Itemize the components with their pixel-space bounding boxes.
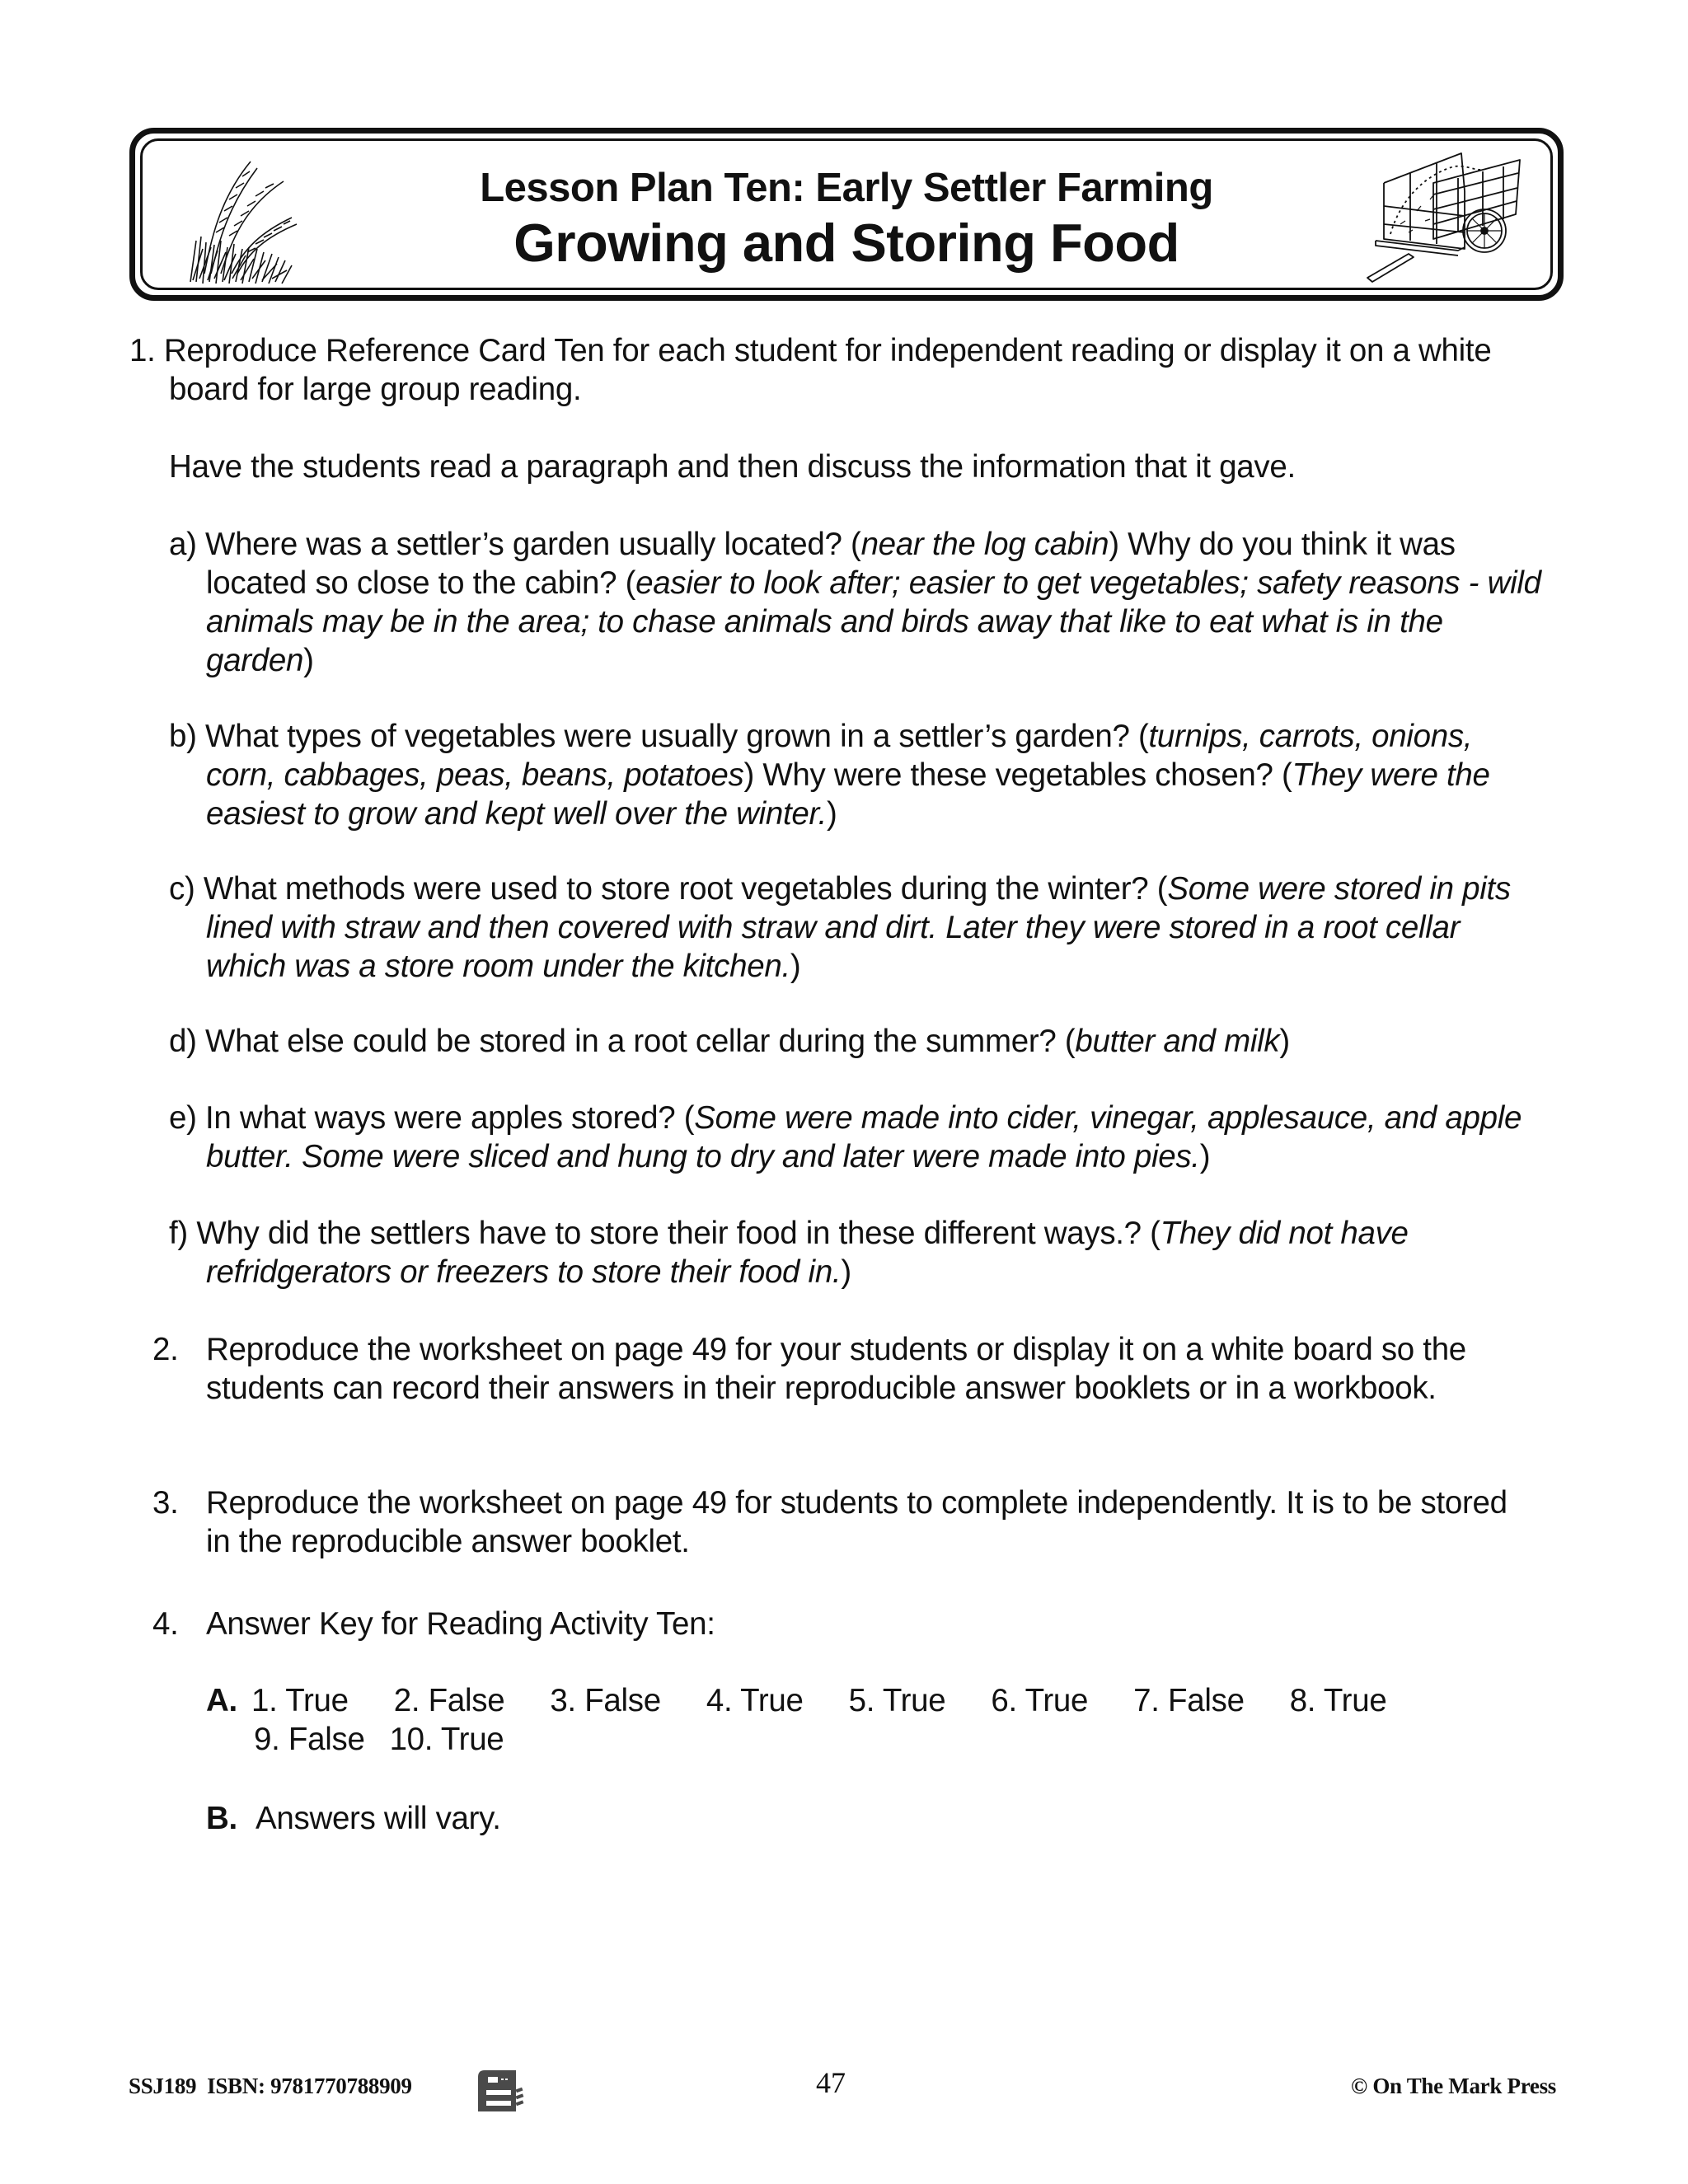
footer-isbn: SSJ189 ISBN: 9781770788909 (129, 2074, 412, 2098)
question-text: What types of vegetables were usually grown in a settler’s garden? ( (205, 719, 1149, 754)
lesson-topic-title: Growing and Storing Food (513, 213, 1179, 273)
question-label: a) (169, 527, 206, 562)
answer-key-a (206, 1681, 1525, 1759)
question-text: ) (303, 643, 314, 678)
answer-item: 10. True (389, 1722, 504, 1757)
question-text: ) (1279, 1024, 1290, 1059)
question-e-text (169, 1099, 1545, 1176)
answer-item: 3. False (550, 1683, 661, 1718)
answer-item: 5. True (848, 1683, 946, 1718)
question-text: ) (1199, 1139, 1211, 1174)
question-label: f) (169, 1216, 197, 1251)
answer-hint: Some were stored in pits lined with straw and then covered with straw and dirt. Later they were stored in a root cellar which was a store room under the kitchen. (206, 871, 1511, 984)
question-f (169, 1214, 1545, 1291)
question-b-text (169, 717, 1545, 833)
step-4-label: 4. (152, 1606, 179, 1642)
step-4 (152, 1605, 1537, 1643)
answer-item: 4. True (706, 1683, 804, 1718)
question-label: c) (169, 871, 204, 907)
answer-hint: They did not have refridgerators or freezers to store their food in. (206, 1216, 1409, 1290)
footer-copyright: © On The Mark Press (1351, 2074, 1556, 2098)
answer-hint: near the log cabin (860, 527, 1109, 562)
question-label: e) (169, 1100, 206, 1136)
question-text: ) (841, 1254, 851, 1290)
step-2 (152, 1330, 1537, 1408)
question-text: What methods were used to store root vegetables during the winter? ( (203, 871, 1168, 907)
answer-hint: turnips, carrots, onions, corn, cabbages, peas, beans, potatoes (206, 719, 1473, 793)
answer-item: 6. True (991, 1683, 1089, 1718)
page-footer (0, 2059, 1688, 2108)
question-b (169, 717, 1545, 833)
question-text: ) (790, 949, 801, 984)
page-number: 47 (816, 2066, 846, 2099)
question-d (169, 1022, 1545, 1061)
question-text: In what ways were apples stored? ( (205, 1100, 695, 1136)
step-4-text: Answer Key for Reading Activity Ten: (206, 1606, 715, 1642)
question-text: Where was a settler’s garden usually located? ( (205, 527, 861, 562)
answer-hint: They were the easiest to grow and kept well over the winter. (206, 757, 1490, 832)
question-text: Why did the settlers have to store their food in these different ways.? ( (196, 1216, 1160, 1251)
discussion-intro: Have the students read a paragraph and then discuss the information that it gave. (169, 449, 1296, 485)
answer-item: 9. False (254, 1722, 365, 1757)
answer-item: 8. True (1289, 1683, 1387, 1718)
question-text: ) Why do you think it was located so close to the cabin? ( (206, 527, 1456, 601)
step-1-text: 1. Reproduce Reference Card Ten for each student for independent reading or display it on a white board for large group reading. (129, 333, 1492, 407)
answer-b-label: B. (206, 1801, 237, 1836)
step-2-text: Reproduce the worksheet on page 49 for your students or display it on a white board so the students can record their answers in their reproducible answer booklets or in a workbook. (206, 1332, 1466, 1406)
answer-b-text: Answers will vary. (256, 1801, 501, 1836)
answer-hint: butter and milk (1075, 1024, 1280, 1059)
step-1 (129, 331, 1531, 409)
step-3-text: Reproduce the worksheet on page 49 for students to complete independently. It is to be stored in the reproducible answer booklet. (206, 1485, 1507, 1559)
question-c-text (169, 869, 1545, 986)
hay-cart-icon (1351, 142, 1528, 286)
answer-key-b (206, 1799, 1525, 1838)
answer-row-1 (206, 1681, 1525, 1720)
question-d-text (169, 1022, 1545, 1061)
answer-item: 2. False (393, 1683, 505, 1718)
answer-hint: easier to look after; easier to get vegetables; safety reasons - wild animals may be in the area; to chase animals and birds away that like to eat what is in the garden (206, 565, 1541, 678)
answer-item: 1. True (251, 1683, 349, 1718)
question-text: ) Why were these vegetables chosen? ( (743, 757, 1292, 793)
question-label: b) (169, 719, 206, 754)
step-3-label: 3. (152, 1485, 179, 1521)
answer-item: 7. False (1133, 1683, 1245, 1718)
question-a-text (169, 525, 1545, 680)
question-c (169, 869, 1545, 986)
answer-a-label: A. (206, 1683, 237, 1718)
question-e (169, 1099, 1545, 1176)
question-label: d) (169, 1024, 206, 1059)
question-f-text (169, 1214, 1545, 1291)
step-2-label: 2. (152, 1332, 179, 1367)
answer-hint: Some were made into cider, vinegar, applesauce, and apple butter. Some were sliced and hung to dry and later were made into pies. (206, 1100, 1522, 1174)
step-1-label: 1. (129, 333, 156, 368)
question-text: ) (827, 796, 837, 832)
question-text: What else could be stored in a root cellar during the summer? ( (205, 1024, 1076, 1059)
answer-row-2 (206, 1720, 1525, 1759)
lesson-header-box (129, 128, 1564, 301)
lesson-plan-title: Lesson Plan Ten: Early Settler Farming (480, 166, 1213, 210)
step-3 (152, 1483, 1537, 1561)
question-a (169, 525, 1545, 680)
printer-icon (475, 2065, 526, 2113)
